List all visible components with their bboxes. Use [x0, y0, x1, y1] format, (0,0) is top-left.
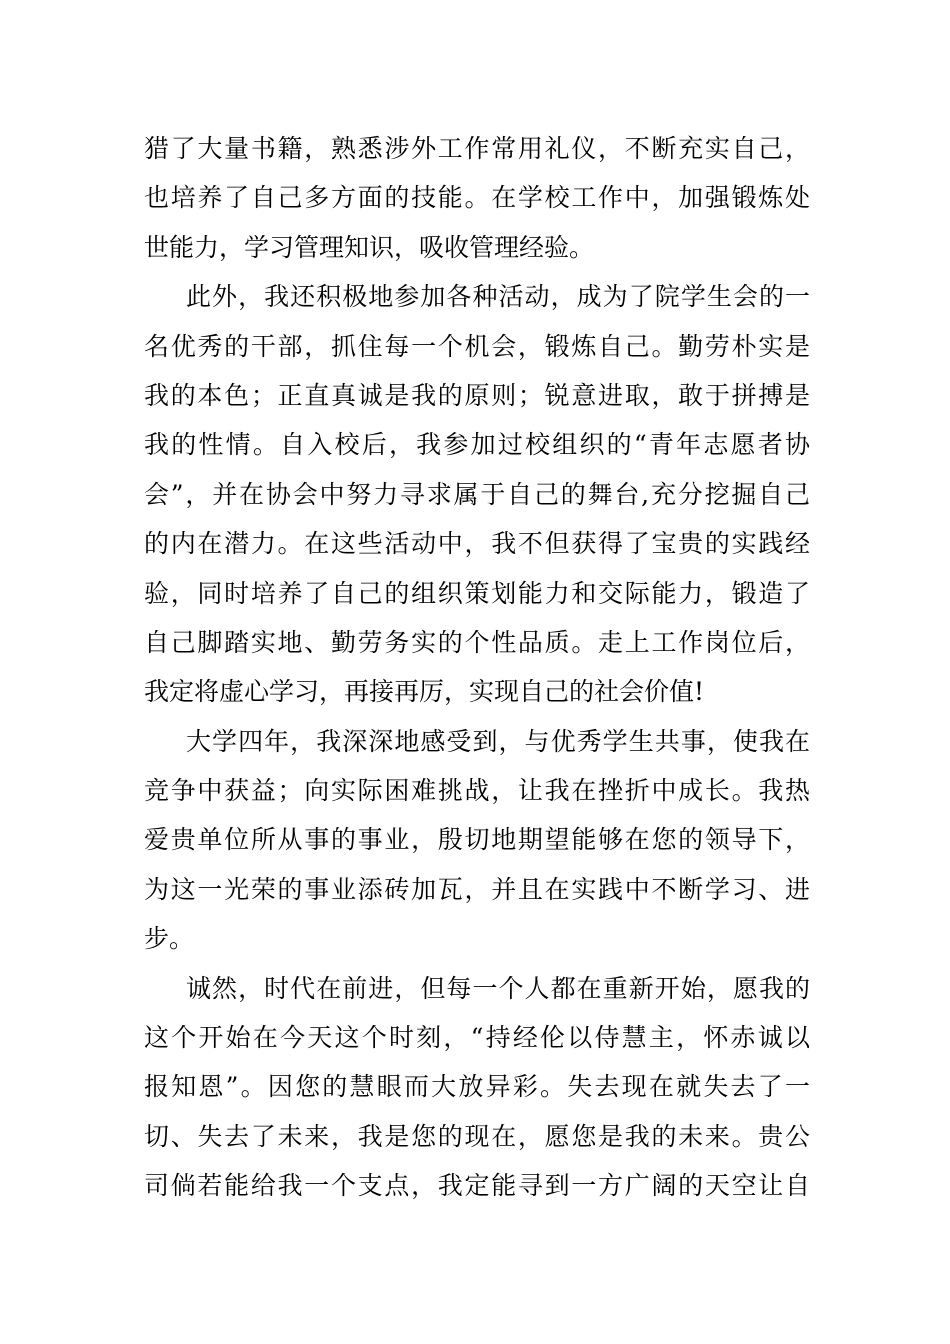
paragraph	[144, 124, 810, 272]
text-line: 爱贵单位所从事的事业，殷切地期望能够在您的领导下，	[144, 825, 810, 855]
text-line: 世能力，学习管理知识，吸收管理经验。	[144, 232, 595, 262]
text-line: 自己脚踏实地、勤劳务实的个性品质。走上工作岗位后，	[144, 627, 810, 657]
text-line: 司倘若能给我一个支点，我定能寻到一方广阔的天空让自	[144, 1171, 810, 1201]
text-line: 也培养了自己多方面的技能。在学校工作中，加强锻炼处	[144, 183, 810, 213]
text-line: 为这一光荣的事业添砖加瓦，并且在实践中不断学习、进	[144, 874, 810, 904]
text-line: 我定将虚心学习，再接再厉，实现自己的社会价值!	[144, 677, 705, 707]
paragraph	[144, 964, 810, 1211]
text-line: 名优秀的干部，抓住每一个机会，锻炼自己。勤劳朴实是	[144, 331, 810, 361]
text-line: 大学四年，我深深地感受到，与优秀学生共事，使我在	[186, 726, 810, 756]
document-body	[144, 124, 810, 1211]
text-line: 步。	[144, 924, 195, 954]
text-line: 这个开始在今天这个时刻，“持经伦以侍慧主，怀赤诚以	[144, 1023, 810, 1053]
text-line: 的内在潜力。在这些活动中，我不但获得了宝贵的实践经	[144, 529, 810, 559]
text-line: 我的性情。自入校后，我参加过校组织的“青年志愿者协	[144, 430, 810, 460]
text-line: 诚然，时代在前进，但每一个人都在重新开始，愿我的	[186, 973, 810, 1003]
text-line: 验，同时培养了自己的组织策划能力和交际能力，锻造了	[144, 578, 810, 608]
text-line: 报知恩”。因您的慧眼而大放异彩。失去现在就失去了一	[144, 1072, 810, 1102]
paragraph	[144, 272, 810, 717]
paragraph	[144, 717, 810, 964]
text-line: 猎了大量书籍，熟悉涉外工作常用礼仪，不断充实自己，	[144, 134, 810, 163]
text-line: 此外，我还积极地参加各种活动，成为了院学生会的一	[186, 282, 810, 312]
text-line: 竞争中获益；向实际困难挑战，让我在挫折中成长。我热	[144, 776, 810, 806]
text-line: 会”，并在协会中努力寻求属于自己的舞台,充分挖掘自己	[144, 479, 810, 509]
text-line: 我的本色；正直真诚是我的原则；锐意进取，敢于拼搏是	[144, 380, 810, 410]
text-line: 切、失去了未来，我是您的现在，愿您是我的未来。贵公	[144, 1121, 810, 1151]
